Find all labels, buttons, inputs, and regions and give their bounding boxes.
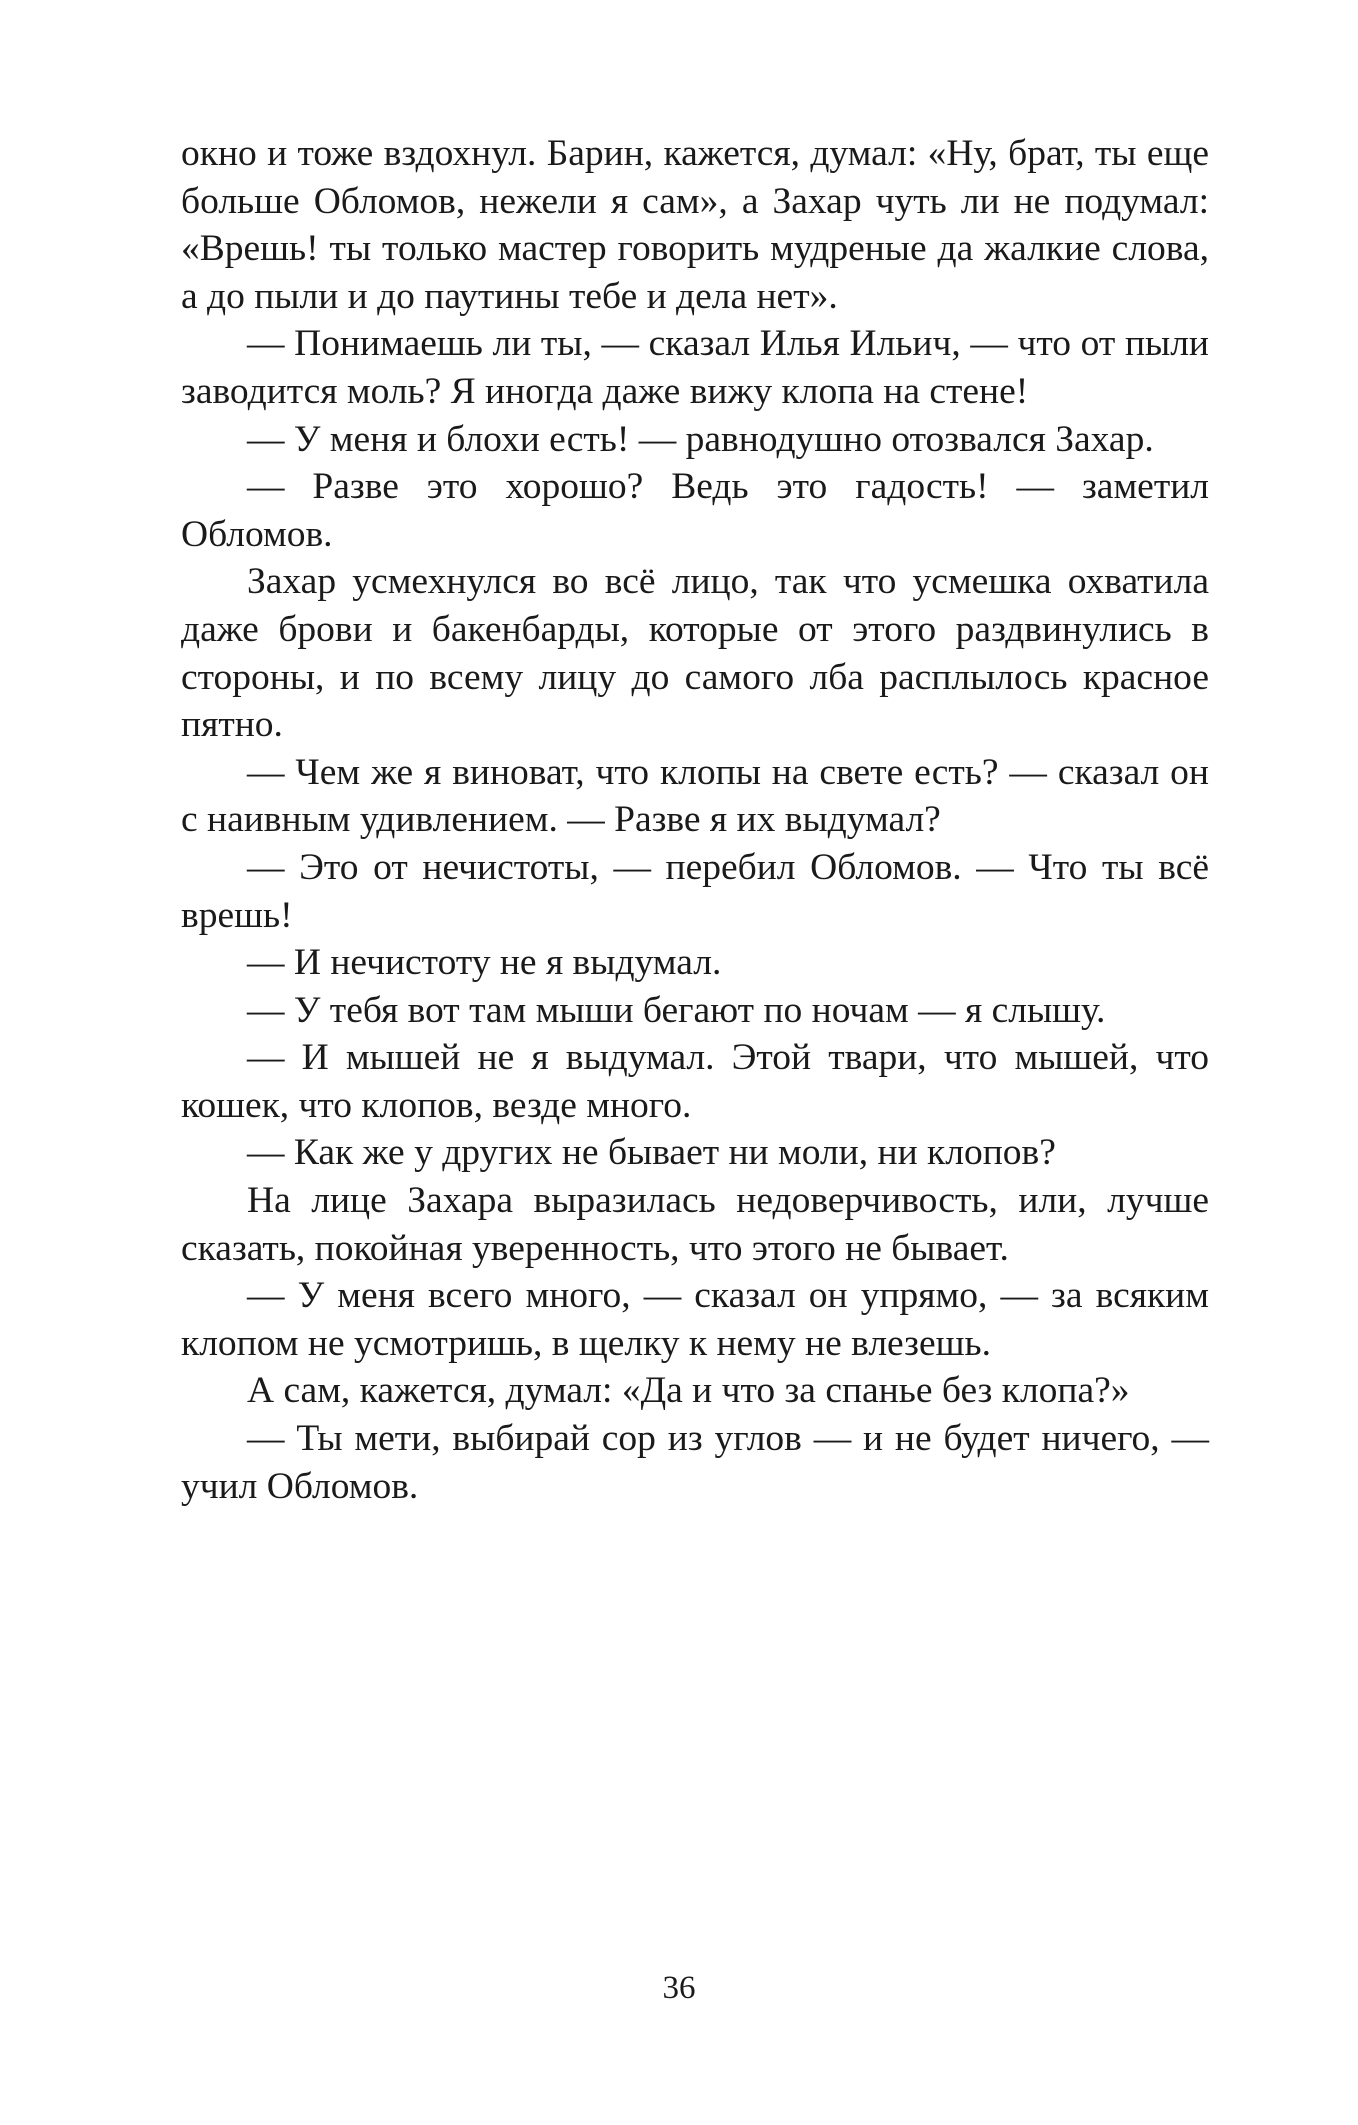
paragraph: — Понимаешь ли ты, — сказал Илья Ильич, — что от пыли заводится моль? Я иногда даже вижу клопа на стене!: [181, 323, 1209, 412]
paragraph: — И нечистоту не я выдумал.: [247, 942, 722, 984]
paragraph: — У меня всего много, — сказал он упрямо, — за всяким клопом не усмотришь, в щелку к нему не влезешь.: [181, 1275, 1209, 1364]
paragraph: Захар усмехнулся во всё лицо, так что усмешка охватила даже брови и бакенбарды, которые от этого раздвинулись в стороны, и по всему лицу до самого лба расплылось красное пятно.: [181, 561, 1209, 746]
paragraph: — И мышей не я выдумал. Этой твари, что мышей, что кошек, что клопов, везде много.: [181, 1037, 1209, 1126]
paragraph: — Как же у других не бывает ни моли, ни клопов?: [247, 1132, 1056, 1174]
paragraph: окно и тоже вздохнул. Барин, кажется, думал: «Ну, брат, ты еще больше Обломов, нежели я сам», а Захар чуть ли не подумал: «Врешь! ты только мастер говорить мудреные да жалкие слова, а до пыли и до паутины тебе и дела нет».: [181, 133, 1209, 317]
paragraph: — Разве это хорошо? Ведь это гадость! — заметил Обломов.: [181, 466, 1209, 555]
paragraph: — У меня и блохи есть! — равнодушно отозвался Захар.: [247, 418, 1154, 460]
paragraph: — У тебя вот там мыши бегают по ночам — я слышу.: [247, 989, 1106, 1031]
paragraph: — Чем же я виноват, что клопы на свете есть? — сказал он с наивным удивлением. — Разве я их выдумал?: [181, 751, 1209, 841]
paragraph: На лице Захара выразилась недоверчивость, или, лучше сказать, покойная уверенность, что этого не бывает.: [181, 1180, 1209, 1269]
paragraph: — Ты мети, выбирай сор из углов — и не будет ничего, — учил Обломов.: [181, 1418, 1209, 1507]
paragraph: — Это от нечистоты, — перебил Обломов. — Что ты всё врешь!: [181, 846, 1209, 936]
page-number: 36: [662, 1970, 696, 2006]
body-text: [181, 130, 1209, 1510]
paragraph: А сам, кажется, думал: «Да и что за спанье без клопа?»: [247, 1370, 1130, 1412]
